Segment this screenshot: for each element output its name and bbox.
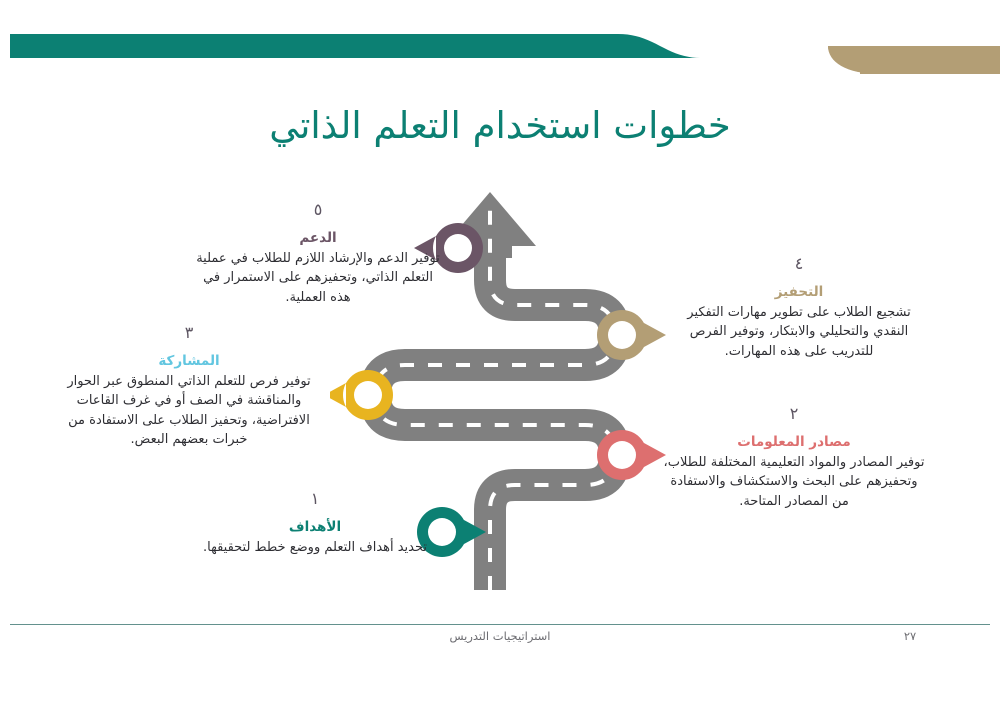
step-title-3: المشاركة [158,353,220,369]
header-teal-curve [600,34,700,58]
page-title: خطوات استخدام التعلم الذاتي [269,104,731,147]
header-band-graphic [0,0,1000,90]
step-number-1: ١ [310,489,320,508]
pin-teal-hole [428,518,456,546]
step-body-5: توفير الدعم والإرشاد اللازم للطلاب في عملية التعلم الذاتي، وتحفيزهم على الاستمرار في هذه العملية. [196,251,440,305]
step-body-4: تشجيع الطلاب على تطوير مهارات التفكير النقدي والتحليلي والابتكار، وتوفير الفرص للتدريب على هذه المهارات. [687,305,911,359]
step-number-4: ٤ [794,254,804,273]
pin-purple-hole [444,234,472,262]
step-number-3: ٣ [184,323,194,342]
step-number-2: ٢ [789,404,799,423]
page-number: ٢٧ [903,629,917,643]
step-title-5: الدعم [299,230,337,246]
step-title-2: مصادر المعلومات [737,434,851,450]
step-block-5 [196,198,440,307]
header-band [0,0,1000,90]
step-body-2: توفير المصادر والمواد التعليمية المختلفة للطلاب، وتحفيزهم على البحث والاستكشاف والاستفادة من المصادر المتاحة. [663,455,925,509]
footer-divider [10,624,990,625]
pin-tan-hole [608,321,636,349]
step-body-1: تحديد أهداف التعلم ووضع خطط لتحقيقها. [202,540,428,556]
step-block-4 [672,252,926,361]
step-number-5: ٥ [313,200,323,219]
header-tan-bar [860,46,1000,74]
pin-icon-red [597,430,666,480]
footer-label: استراتيجيات التدريس [449,629,551,643]
step-title-4: التحفيز [774,284,824,300]
pin-yellow-hole [354,381,382,409]
header-teal-bar [10,34,610,58]
pin-icon-tan [597,310,666,360]
step-block-1 [202,487,428,557]
step-title-1: الأهداف [288,519,342,535]
step-block-3 [58,321,320,449]
pin-icon-yellow [330,370,393,420]
pin-red-hole [608,441,636,469]
step-body-3: توفير فرص للتعلم الذاتي المنطوق عبر الحوار والمناقشة في الصف أو في غرف القاعات الافتراضية، وتحفيز الطلاب على الاستفادة من خبرات بعضهم البعض. [67,374,311,447]
step-block-2 [662,402,926,511]
